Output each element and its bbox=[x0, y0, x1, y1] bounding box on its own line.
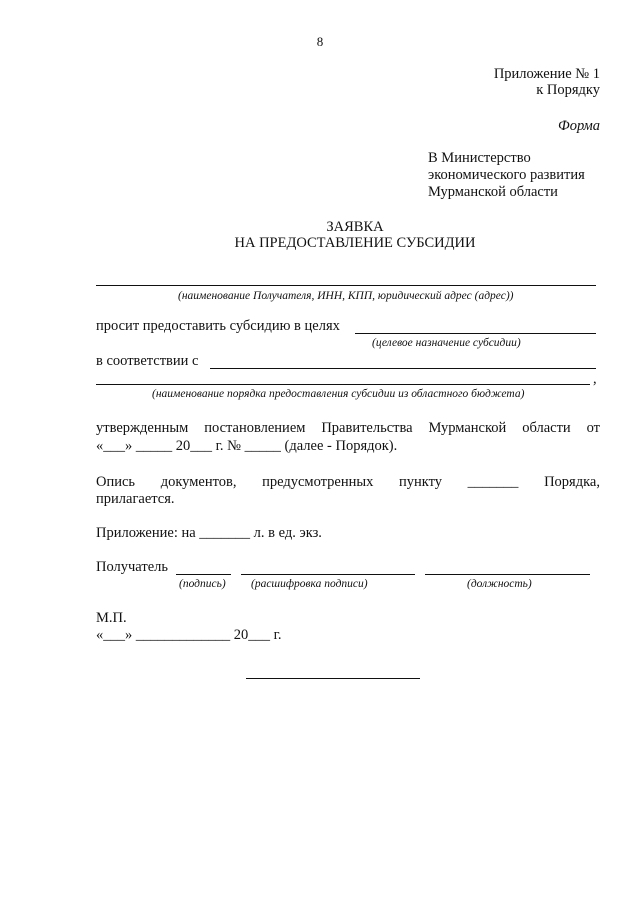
inventory-line-2: прилагается. bbox=[96, 491, 175, 507]
approved-word: Мурманской bbox=[428, 420, 507, 436]
form-label: Форма bbox=[558, 118, 600, 134]
inventory-line-1 bbox=[96, 474, 600, 491]
recipient-field-line bbox=[96, 285, 596, 286]
purpose-caption: (целевое назначение субсидии) bbox=[372, 337, 521, 349]
approved-word: Правительства bbox=[321, 420, 413, 436]
stamp-date: «___» _____________ 20___ г. bbox=[96, 627, 282, 643]
inventory-word: Опись bbox=[96, 474, 136, 490]
purpose-label: просит предоставить субсидию в целях bbox=[96, 318, 340, 334]
decode-caption: (расшифровка подписи) bbox=[251, 578, 368, 590]
stamp-label: М.П. bbox=[96, 610, 127, 626]
inventory-word: пункту bbox=[399, 474, 443, 490]
signature-label: Получатель bbox=[96, 559, 168, 575]
appendix-line-1: Приложение № 1 bbox=[493, 66, 600, 82]
appendix-line-2: к Порядку bbox=[536, 82, 600, 98]
accordance-field-line-1 bbox=[210, 368, 596, 369]
page-number: 8 bbox=[316, 34, 324, 49]
purpose-field-line bbox=[355, 333, 596, 334]
recipient-caption: (наименование Получателя, ИНН, КПП, юридический адрес (адрес)) bbox=[178, 290, 514, 302]
accordance-caption: (наименование порядка предоставления субсидии из областного бюджета) bbox=[152, 388, 525, 400]
approved-line-1 bbox=[96, 420, 600, 437]
position-field-line bbox=[425, 574, 590, 575]
sign-caption: (подпись) bbox=[179, 578, 226, 590]
title-line-2: НА ПРЕДОСТАВЛЕНИЕ СУБСИДИИ bbox=[234, 235, 476, 251]
approved-word: от bbox=[586, 420, 600, 436]
inventory-word: документов, bbox=[160, 474, 237, 490]
title-line-1: ЗАЯВКА bbox=[326, 219, 384, 235]
accordance-comma: , bbox=[593, 371, 597, 387]
decode-field-line bbox=[241, 574, 415, 575]
sign-field-line bbox=[176, 574, 231, 575]
inventory-word: предусмотренных bbox=[262, 474, 374, 490]
accordance-label: в соответствии с bbox=[96, 353, 199, 369]
approved-word: области bbox=[522, 420, 571, 436]
accordance-field-line-2 bbox=[96, 384, 590, 385]
addressee-line-1: В Министерство bbox=[428, 150, 531, 166]
inventory-word: Порядка, bbox=[544, 474, 600, 490]
addressee-line-3: Мурманской области bbox=[428, 184, 558, 200]
approved-word: утвержденным bbox=[96, 420, 189, 436]
bottom-divider bbox=[246, 678, 420, 679]
position-caption: (должность) bbox=[467, 578, 532, 590]
attachment-line: Приложение: на _______ л. в ед. экз. bbox=[96, 525, 322, 541]
inventory-word: _______ bbox=[467, 474, 519, 490]
addressee-line-2: экономического развития bbox=[428, 167, 585, 183]
approved-word: постановлением bbox=[204, 420, 306, 436]
approved-line-2: «___» _____ 20___ г. № _____ (далее - Порядок). bbox=[96, 438, 398, 454]
